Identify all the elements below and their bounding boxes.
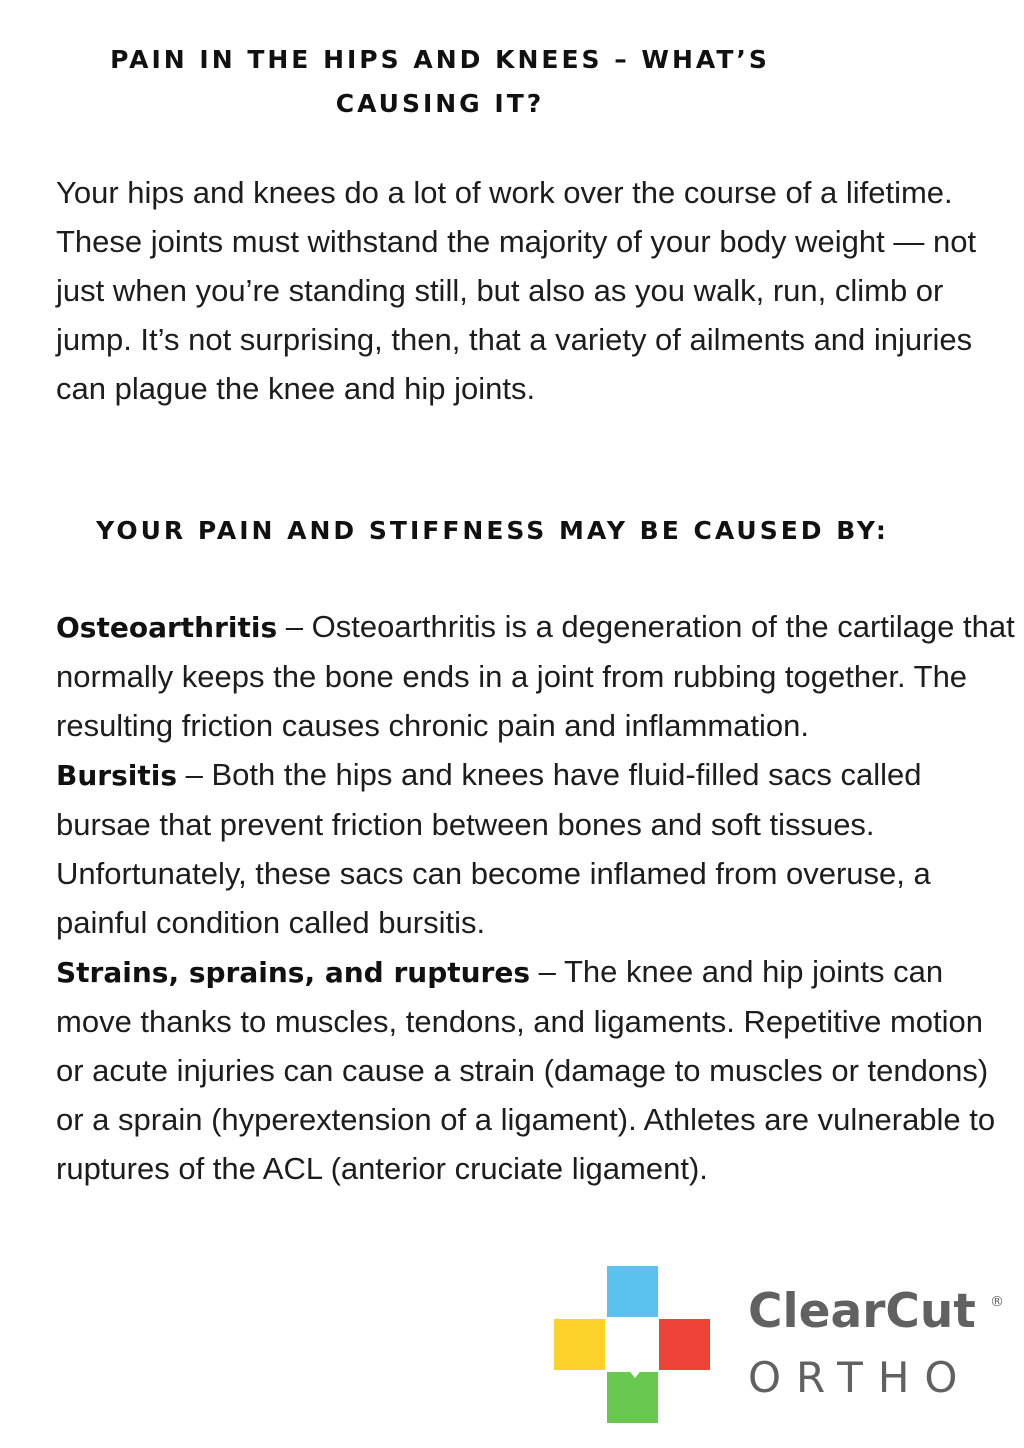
logo-square-center	[607, 1319, 658, 1370]
section-heading: YOUR PAIN AND STIFFNESS MAY BE CAUSED BY:	[96, 516, 889, 545]
condition-description: – Both the hips and knees have fluid-filled sacs called bursae that prevent friction between bones and soft tissues. Unfortunately, these sacs can become inflamed from overuse, a painful condition called bursitis.	[56, 757, 931, 940]
logo-tagline: ORTHO	[748, 1353, 973, 1402]
condition-description: – Osteoarthritis is a degeneration of the cartilage that normally keeps the bone ends in a joint from rubbing together. The resulting friction causes chronic pain and inflammation.	[56, 609, 1015, 743]
intro-paragraph: Your hips and knees do a lot of work over the course of a lifetime. These joints must withstand the majority of your body weight — not just when you’re standing still, but also as you walk, run, climb or jump. It’s not surprising, then, that a variety of ailments and injuries can plague the knee and hip joints.	[56, 175, 977, 406]
logo-name: ClearCut	[748, 1284, 976, 1339]
logo-square-right	[659, 1319, 710, 1370]
condition-item-osteoarthritis	[56, 602, 1016, 750]
speech-bubble-tail-icon	[624, 1364, 646, 1378]
condition-name: Osteoarthritis	[56, 611, 278, 644]
condition-name: Strains, sprains, and ruptures	[56, 956, 531, 989]
condition-description: – The knee and hip joints can move thanks to muscles, tendons, and ligaments. Repetitive motion or acute injuries can cause a strain (damage to muscles or tendons) or a sprain (hyperextension of a ligament). Athletes are vulnerable to ruptures of the ACL (anterior cruciate ligament).	[56, 954, 996, 1186]
logo-square-top	[607, 1266, 658, 1317]
logo-square-left	[554, 1319, 605, 1370]
condition-name: Bursitis	[56, 759, 177, 792]
condition-item-strains	[56, 947, 1016, 1193]
condition-item-bursitis	[56, 750, 1016, 947]
logo-square-bottom	[607, 1372, 658, 1423]
cross-logo-icon	[552, 1266, 712, 1426]
conditions-list	[56, 602, 1016, 1193]
registered-mark: ®	[990, 1294, 1004, 1310]
page-title: PAIN IN THE HIPS AND KNEES – WHAT’S CAUSING IT?	[110, 45, 770, 118]
clearcut-ortho-logo	[552, 1266, 1012, 1426]
